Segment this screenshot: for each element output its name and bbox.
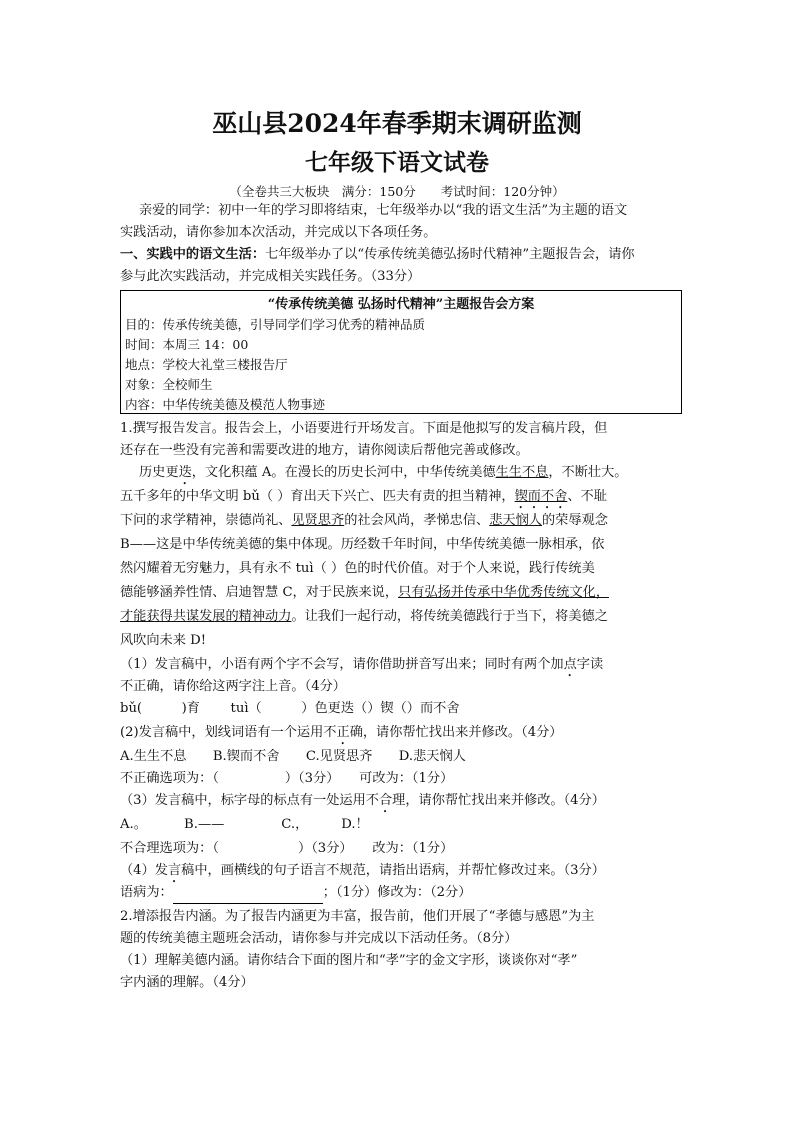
speech-line-6 [120, 582, 680, 604]
speech-line-7 [120, 606, 680, 628]
dotted-char: 合 [378, 793, 393, 808]
question-text: ；（1分）修改为：（2分） [322, 885, 472, 900]
speech-text: 的社会风尚，孝悌忠信、 [344, 513, 490, 528]
speech-text: ，不断壮大。 [548, 465, 628, 480]
sub3-line-1 [120, 790, 680, 816]
speech-text: 。让我们一起行动，将传统美德践行于当下，将美德之 [291, 609, 608, 624]
question-text: 字读 [576, 657, 604, 672]
exam-title: 巫山县2024年春季期末调研监测 [212, 109, 582, 138]
speech-line-5: 然闪耀着无穷魅力，具有永不 tuì（ ）色的时代价值。对于个人来说，践行传统美 [120, 561, 595, 576]
plan-time: 时间：本周三 14：00 [125, 337, 249, 352]
question-text: 确，请你帮忙找出来并修改。（4分） [349, 725, 563, 740]
question-text: 语病为： [120, 885, 173, 900]
speech-text: 五千多年的中华文明 bǔ（ ）育出天下兴亡、匹夫有责的担当精神， [120, 489, 515, 504]
plan-purpose: 目的：传承传统美德，引导同学们学习优秀的精神品质 [125, 317, 426, 332]
speech-line-2 [120, 486, 680, 512]
speech-line-4: B——这是中华传统美德的集中体现。历经数千年时间，中华传统美德一脉相承，依 [120, 537, 605, 552]
q1-line-2: 还存在一些没有完善和需要改进的地方，请你阅读后帮他完善或修改。 [120, 443, 529, 458]
exam-meta: （全卷共三大板块 满分：150分 考试时间：120分钟） [229, 184, 565, 199]
speech-text: 德能够涵养性情、启迪智慧 C，对于民族来说， [120, 585, 399, 600]
speech-text: 、不耻 [567, 489, 607, 504]
section1-heading [120, 244, 680, 266]
sub2-line-1 [120, 722, 680, 748]
question-text: 理，请你帮忙找出来并修改。（4分） [392, 793, 605, 808]
speech-text: 历史更 [139, 465, 179, 480]
sub3-answer-line[interactable]: 不合理选项为：（ ）（3分） 改为：（1分） [120, 841, 454, 856]
plan-place: 地点：学校大礼堂三楼报告厅 [125, 357, 288, 372]
question-text: （3）发言稿中，标字母的标点有一处运用不 [120, 793, 379, 808]
speech-text: 的荣辱观念 [542, 513, 608, 528]
underlined-sentence: 只有弘扬并传承中华优秀传统文化， [398, 585, 610, 600]
exam-subtitle: 七年级下语文试卷 [305, 149, 489, 176]
speech-text: ，文化积蕴 A。在漫长的历史长河中，中华传统美德 [191, 465, 496, 480]
dotted-char: 点 [563, 657, 577, 672]
speech-line-1 [139, 462, 699, 488]
question-text: （1）发言稿中，小语有两个字不会写，请你借助拼音写出来；同时有两个加 [120, 657, 564, 672]
q1-line-1: 1.撰写报告发言。报告会上，小语要进行开场发言。下面是他拟写的发言稿片段，但 [120, 421, 608, 436]
dotted-char: 正 [336, 725, 350, 740]
underlined-word: 悲天悯人 [489, 513, 542, 528]
question-text: 稿中，画横线的句子语言不规范，请指出语病，并帮忙修改过来。（3分） [181, 863, 605, 878]
answer-blank[interactable] [173, 889, 323, 904]
sub1-line-2: 不正确，请你给这两字注上音。（4分） [120, 679, 346, 694]
dotted-char: 迭 [178, 465, 192, 480]
speech-line-8: 风吹向未来 D! [120, 633, 207, 648]
question-text: （4）发 [120, 863, 168, 878]
underlined-word: 见贤思齐 [291, 513, 345, 528]
q2-line-2: 题的传统美德主题班会活动，请你参与并完成以下活动任务。（8分） [120, 931, 518, 946]
plan-box [120, 290, 682, 414]
sub2-options: A.生生不息 B.锲而不舍 C.见贤思齐 D.悲天悯人 [120, 749, 466, 764]
q2-line-3: （1）理解美德内涵。请你结合下面的图片和“孝”字的金文字形，谈谈你对“孝” [120, 953, 578, 968]
section1-intro: 七年级举办了以“传承传统美德弘扬时代精神”主题报告会，请你 [265, 247, 635, 262]
sub1-answer-line[interactable]: bǔ( )育 tuì（ ）色更迭（）锲（）而不舍 [120, 701, 460, 716]
q2-line-1: 2.增添报告内涵。为了报告内涵更为丰富，报告前，他们开展了“孝德与感恩”为主 [120, 909, 595, 924]
sub3-options: A.。 B.—— C.， D.！ [120, 817, 369, 832]
intro-line-1: 亲爱的同学：初中一年的学习即将结束，七年级举办以“我的语文生活”为主题的语文 [139, 203, 628, 218]
plan-audience: 对象：全校师生 [125, 377, 213, 392]
sub4-line-2 [120, 882, 680, 904]
speech-text: 下问的求学精神，崇德尚礼、 [120, 513, 292, 528]
plan-title: “传承传统美德 弘扬时代精神”主题报告会方案 [267, 297, 535, 312]
underlined-word: 锲而不舍 [514, 489, 568, 504]
plan-content: 内容：中华传统美德及模范人物事迹 [125, 397, 326, 412]
q2-line-4: 字内涵的理解。（4分） [120, 975, 254, 990]
underlined-word: 生生不息 [495, 465, 549, 480]
section1-line-2: 参与此次实践活动，并完成相关实践任务。（33分） [120, 269, 421, 284]
underlined-sentence: 才能获得共谋发展的精神动力 [120, 609, 292, 624]
intro-line-2: 实践活动，请你参加本次活动，并完成以下各项任务。 [120, 225, 437, 240]
speech-line-3 [120, 510, 680, 532]
question-text: (2)发言稿中，划线词语有一个运用不 [120, 725, 337, 740]
dotted-char: 言 [167, 863, 182, 878]
section1-title: 一、实践中的语文生活： [120, 247, 266, 262]
sub2-answer-line[interactable]: 不正确选项为：（ ）（3分） 可改为：（1分） [120, 771, 454, 786]
